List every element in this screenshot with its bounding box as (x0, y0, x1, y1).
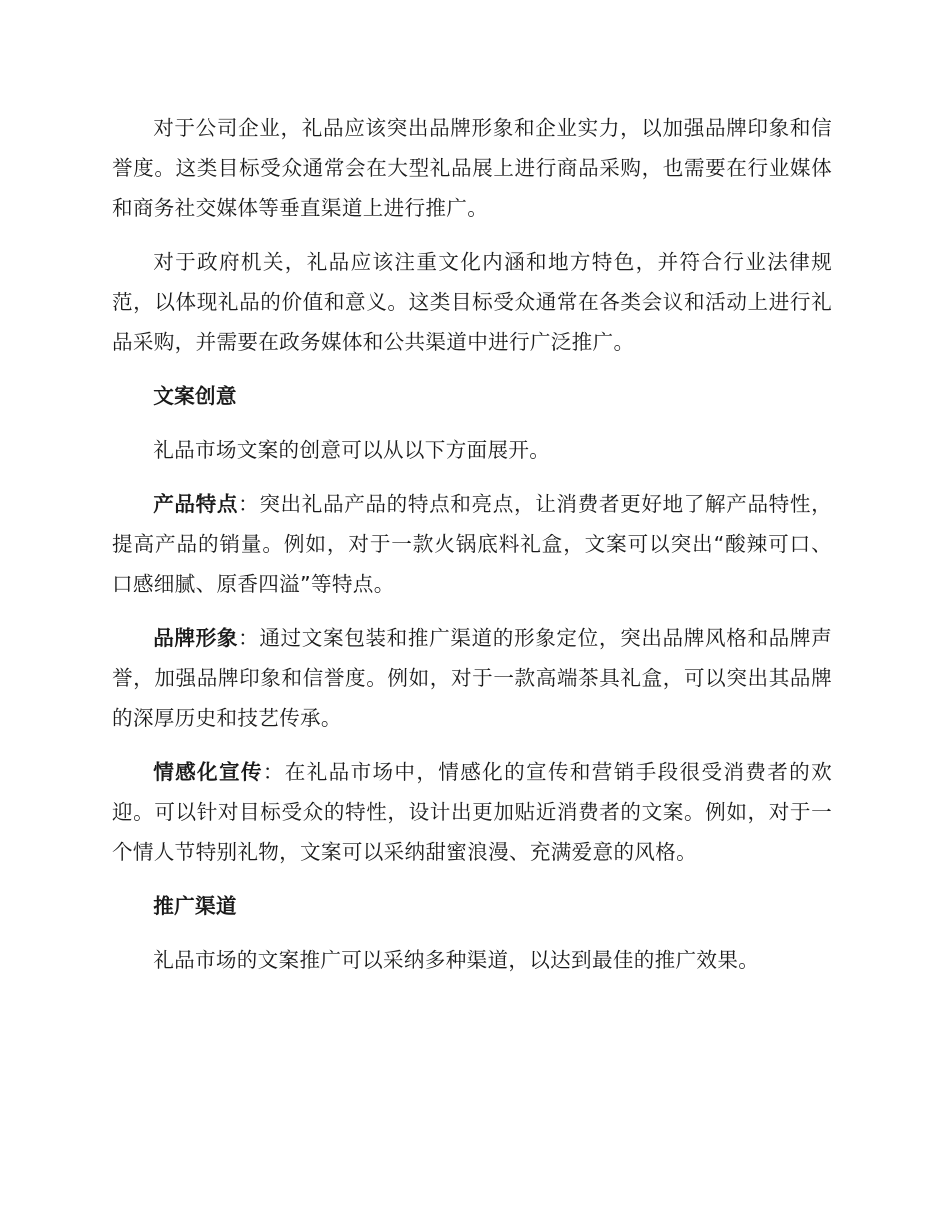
lead-emotional-marketing: 情感化宣传 (153, 760, 263, 784)
body-brand-image: ：通过文案包装和推广渠道的形象定位，突出品牌风格和品牌声誉，加强品牌印象和信誉度。例如，对于一款高端茶具礼盒，可以突出其品牌的深厚历史和技艺传承。 (112, 626, 833, 730)
paragraph-brand-image (112, 618, 832, 738)
document-page (112, 108, 832, 994)
section-heading-copy-creative: 文案创意 (153, 384, 237, 408)
paragraph-emotional-marketing (112, 752, 832, 872)
paragraph-promotion-intro: 礼品市场的文案推广可以采纳多种渠道，以达到最佳的推广效果。 (153, 948, 760, 972)
section-heading-promotion-channels: 推广渠道 (153, 894, 237, 918)
body-emotional-marketing: ：在礼品市场中，情感化的宣传和营销手段很受消费者的欢迎。可以针对目标受众的特性，设计出更加贴近消费者的文案。例如，对于一个情人节特别礼物，文案可以采纳甜蜜浪漫、充满爱意的风格。 (112, 760, 833, 864)
lead-brand-image: 品牌形象 (153, 626, 239, 650)
paragraph-corporate: 对于公司企业，礼品应该突出品牌形象和企业实力，以加强品牌印象和信誉度。这类目标受众通常会在大型礼品展上进行商品采购，也需要在行业媒体和商务社交媒体等垂直渠道上进行推广。 (112, 116, 832, 220)
lead-product-features: 产品特点 (153, 492, 239, 516)
body-product-features: ：突出礼品产品的特点和亮点，让消费者更好地了解产品特性，提高产品的销量。例如，对于一款火锅底料礼盒，文案可以突出“酸辣可口、口感细腻、原香四溢”等特点。 (112, 492, 833, 596)
paragraph-product-features (112, 484, 832, 604)
paragraph-government: 对于政府机关，礼品应该注重文化内涵和地方特色，并符合行业法律规范，以体现礼品的价值和意义。这类目标受众通常在各类会议和活动上进行礼品采购，并需要在政务媒体和公共渠道中进行广泛推广。 (112, 250, 832, 354)
paragraph-creative-intro: 礼品市场文案的创意可以从以下方面展开。 (153, 438, 551, 462)
